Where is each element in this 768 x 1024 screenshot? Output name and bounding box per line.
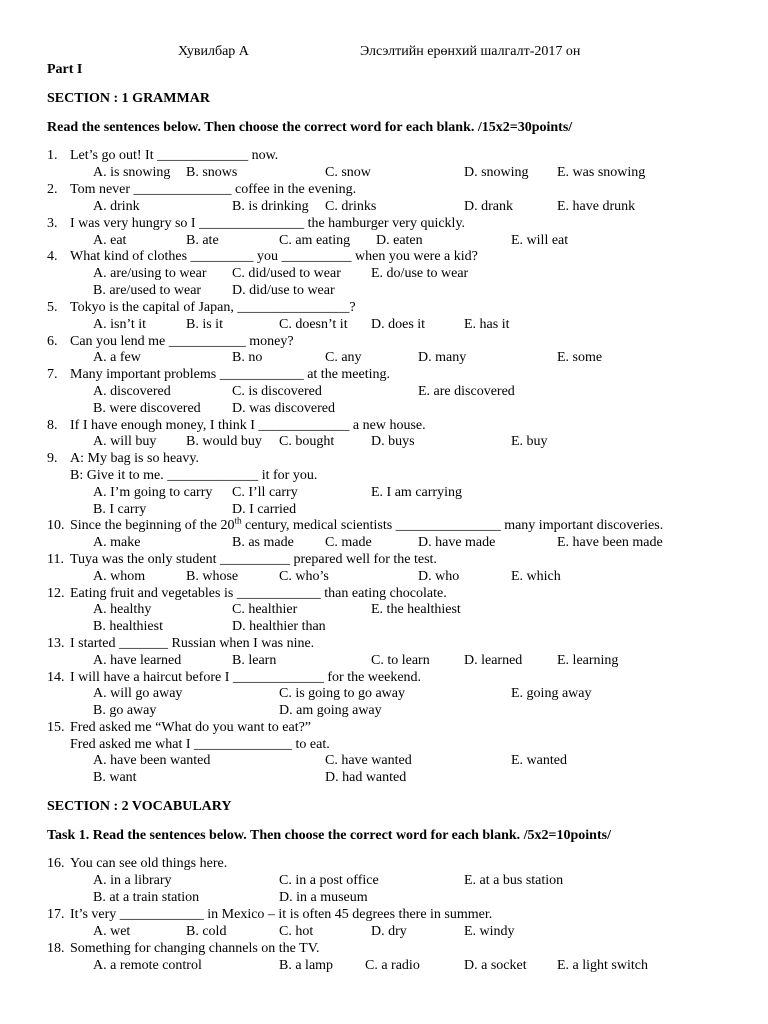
question-number: 8. xyxy=(47,418,58,433)
question-text: Can you lend me ___________ money? xyxy=(70,334,294,349)
answer-option: C. to learn xyxy=(371,653,430,668)
answer-option: E. do/use to wear xyxy=(371,266,469,281)
answer-option: E. will eat xyxy=(511,233,569,248)
question-text: I started _______ Russian when I was nine. xyxy=(70,636,315,651)
question-number: 13. xyxy=(47,636,65,651)
answer-option: D. a socket xyxy=(464,958,527,973)
question-number: 5. xyxy=(47,300,58,315)
question-text: Something for changing channels on the TV. xyxy=(70,941,320,956)
answer-option: E. windy xyxy=(464,924,515,939)
answer-option: E. have been made xyxy=(557,535,663,550)
answer-option: C. did/used to wear xyxy=(232,266,341,281)
answer-option: D. have made xyxy=(418,535,496,550)
answer-option: C. who’s xyxy=(279,569,329,584)
answer-option: C. healthier xyxy=(232,602,298,617)
answer-option: A. wet xyxy=(93,924,131,939)
answer-option: B. is it xyxy=(186,317,223,332)
answer-option: A. have learned xyxy=(93,653,182,668)
part-label: Part I xyxy=(47,62,83,77)
question-number: 2. xyxy=(47,182,58,197)
answer-option: C. drinks xyxy=(325,199,377,214)
answer-option: B. would buy xyxy=(186,434,262,449)
answer-option: E. the healthiest xyxy=(371,602,461,617)
answer-option: B. healthiest xyxy=(93,619,163,634)
answer-option: C. I’ll carry xyxy=(232,485,298,500)
question-text: Let’s go out! It _____________ now. xyxy=(70,148,279,163)
question-continuation: Fred asked me what I ______________ to eat. xyxy=(70,737,330,752)
question-text: Many important problems ____________ at the meeting. xyxy=(70,367,391,382)
answer-option: E. going away xyxy=(511,686,592,701)
answer-option: B. cold xyxy=(186,924,227,939)
answer-option: B. as made xyxy=(232,535,294,550)
question-text: Fred asked me “What do you want to eat?” xyxy=(70,720,312,735)
answer-option: C. in a post office xyxy=(279,873,379,888)
question-number: 14. xyxy=(47,670,65,685)
answer-option: D. drank xyxy=(464,199,513,214)
answer-option: D. had wanted xyxy=(325,770,407,785)
answer-option: B. a lamp xyxy=(279,958,334,973)
answer-option: D. healthier than xyxy=(232,619,326,634)
answer-option: D. in a museum xyxy=(279,890,368,905)
answer-option: B. whose xyxy=(186,569,239,584)
answer-option: C. am eating xyxy=(279,233,351,248)
answer-option: E. learning xyxy=(557,653,619,668)
question-number: 17. xyxy=(47,907,65,922)
answer-option: C. snow xyxy=(325,165,371,180)
section1-title: SECTION : 1 GRAMMAR xyxy=(47,91,210,106)
answer-option: D. learned xyxy=(464,653,523,668)
answer-option: D. did/use to wear xyxy=(232,283,335,298)
answer-option: E. which xyxy=(511,569,561,584)
question-text: It’s very ____________ in Mexico – it is often 45 degrees there in summer. xyxy=(70,907,493,922)
answer-option: C. doesn’t it xyxy=(279,317,348,332)
answer-option: E. are discovered xyxy=(418,384,515,399)
question-text: You can see old things here. xyxy=(70,856,228,871)
answer-option: C. bought xyxy=(279,434,335,449)
answer-option: B. at a train station xyxy=(93,890,200,905)
answer-option: A. whom xyxy=(93,569,146,584)
answer-option: B. go away xyxy=(93,703,157,718)
question-text: Tokyo is the capital of Japan, ________________? xyxy=(70,300,356,315)
section1-instruction: Read the sentences below. Then choose the correct word for each blank. /15x2=30points/ xyxy=(47,120,573,135)
answer-option: B. no xyxy=(232,350,263,365)
question-text: A: My bag is so heavy. xyxy=(70,451,199,466)
question-number: 7. xyxy=(47,367,58,382)
answer-option: E. wanted xyxy=(511,753,567,768)
answer-option: E. has it xyxy=(464,317,510,332)
exam-title: Элсэлтийн ерөнхий шалгалт-2017 он xyxy=(360,44,581,59)
answer-option: B. are/used to wear xyxy=(93,283,202,298)
question-number: 10. xyxy=(47,518,65,533)
answer-option: B. I carry xyxy=(93,502,147,517)
answer-option: D. does it xyxy=(371,317,426,332)
answer-option: C. any xyxy=(325,350,362,365)
answer-option: A. I’m going to carry xyxy=(93,485,213,500)
answer-option: C. hot xyxy=(279,924,314,939)
answer-option: A. isn’t it xyxy=(93,317,147,332)
question-number: 3. xyxy=(47,216,58,231)
answer-option: A. a remote control xyxy=(93,958,202,973)
answer-option: A. in a library xyxy=(93,873,172,888)
answer-option: D. eaten xyxy=(376,233,423,248)
answer-option: E. at a bus station xyxy=(464,873,564,888)
question-continuation: B: Give it to me. _____________ it for you. xyxy=(70,468,318,483)
answer-option: C. is discovered xyxy=(232,384,322,399)
section2-title: SECTION : 2 VOCABULARY xyxy=(47,799,232,814)
answer-option: E. buy xyxy=(511,434,548,449)
question-text: Eating fruit and vegetables is ____________ than eating chocolate. xyxy=(70,586,447,601)
answer-option: A. will go away xyxy=(93,686,183,701)
question-number: 12. xyxy=(47,586,65,601)
question-text: I will have a haircut before I _____________ for the weekend. xyxy=(70,670,422,685)
answer-option: B. snows xyxy=(186,165,238,180)
question-text: What kind of clothes _________ you __________ when you were a kid? xyxy=(70,249,478,264)
answer-option: D. am going away xyxy=(279,703,382,718)
answer-option: A. a few xyxy=(93,350,141,365)
question-number: 6. xyxy=(47,334,58,349)
section2-instruction: Task 1. Read the sentences below. Then choose the correct word for each blank. /5x2=10points/ xyxy=(47,828,611,843)
answer-option: D. dry xyxy=(371,924,407,939)
question-text: Tuya was the only student __________ prepared well for the test. xyxy=(70,552,437,567)
question-number: 9. xyxy=(47,451,58,466)
answer-option: D. buys xyxy=(371,434,415,449)
answer-option: A. is snowing xyxy=(93,165,171,180)
answer-option: D. was discovered xyxy=(232,401,336,416)
answer-option: A. healthy xyxy=(93,602,152,617)
answer-option: A. have been wanted xyxy=(93,753,211,768)
answer-option: C. is going to go away xyxy=(279,686,405,701)
answer-option: E. some xyxy=(557,350,603,365)
question-number: 15. xyxy=(47,720,65,735)
answer-option: C. a radio xyxy=(365,958,420,973)
question-text: If I have enough money, I think I _____________ a new house. xyxy=(70,418,426,433)
answer-option: B. is drinking xyxy=(232,199,309,214)
answer-option: B. were discovered xyxy=(93,401,201,416)
question-number: 18. xyxy=(47,941,65,956)
answer-option: B. learn xyxy=(232,653,277,668)
answer-option: B. ate xyxy=(186,233,219,248)
answer-option: D. snowing xyxy=(464,165,529,180)
answer-option: A. eat xyxy=(93,233,127,248)
variant-label: Хувилбар А xyxy=(178,44,249,59)
answer-option: D. I carried xyxy=(232,502,297,517)
answer-option: A. are/using to wear xyxy=(93,266,207,281)
answer-option: A. drink xyxy=(93,199,140,214)
question-text: Since the beginning of the 20th century, medical scientists _______________ many important discoveries. xyxy=(70,515,664,533)
answer-option: B. want xyxy=(93,770,137,785)
answer-option: C. have wanted xyxy=(325,753,412,768)
superscript: th xyxy=(234,515,242,526)
answer-option: A. will buy xyxy=(93,434,157,449)
question-number: 1. xyxy=(47,148,58,163)
answer-option: E. was snowing xyxy=(557,165,646,180)
answer-option: D. many xyxy=(418,350,467,365)
answer-option: E. a light switch xyxy=(557,958,648,973)
question-number: 16. xyxy=(47,856,65,871)
answer-option: C. made xyxy=(325,535,372,550)
answer-option: A. discovered xyxy=(93,384,171,399)
question-text: Tom never ______________ coffee in the evening. xyxy=(70,182,357,197)
question-text: I was very hungry so I _______________ the hamburger very quickly. xyxy=(70,216,466,231)
answer-option: D. who xyxy=(418,569,460,584)
question-number: 11. xyxy=(47,552,64,567)
answer-option: E. have drunk xyxy=(557,199,636,214)
answer-option: E. I am carrying xyxy=(371,485,462,500)
answer-option: A. make xyxy=(93,535,141,550)
question-number: 4. xyxy=(47,249,58,264)
